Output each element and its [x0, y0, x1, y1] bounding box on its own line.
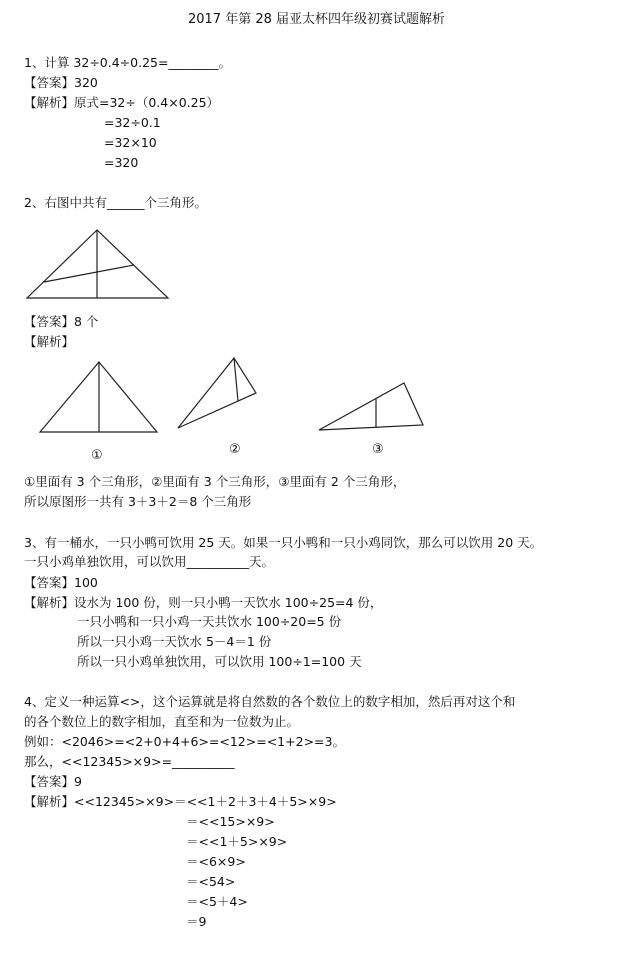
q2-answer: 【答案】8 个: [24, 314, 99, 329]
q4-step-4: ＝<54>: [186, 874, 236, 889]
q1-step-1: =32÷0.1: [104, 115, 161, 130]
q4-step-1: ＝<<15>×9>: [186, 814, 275, 829]
q1-step-2: =32×10: [104, 135, 157, 150]
q4-step-5: ＝<5＋4>: [186, 894, 248, 909]
page-title: 2017 年第 28 届亚太杯四年级初赛试题解析: [187, 12, 446, 27]
q3-step-3: 所以一只小鸡单独饮用，可以饮用 100÷1=100 天: [77, 654, 362, 669]
q4-step-6: ＝9: [186, 914, 207, 929]
q1-answer: 【答案】320: [24, 75, 98, 90]
q3-analysis: 【解析】设水为 100 份，则一只小鸭一天饮水 100÷25=4 份，: [24, 595, 383, 610]
q4-question-2: 的各个数位上的数字相加，直至和为一位数为止。: [24, 714, 300, 729]
q2-explanation-2: 所以原图形一共有 3＋3＋2＝8 个三角形: [24, 494, 252, 509]
q1-step-3: =320: [104, 155, 139, 170]
q2-question: 2、右图中共有______个三角形。: [24, 195, 207, 210]
q4-step-2: ＝<<1＋5>×9>: [186, 834, 288, 849]
q3-step-1: 一只小鸭和一只小鸡一天共饮水 100÷20=5 份: [77, 614, 342, 629]
q4-question-1: 4、定义一种运算<>，这个运算就是将自然数的各个数位上的数字相加，然后再对这个和: [24, 694, 516, 709]
q4-answer: 【答案】9: [24, 774, 82, 789]
breakdown-triangle-2: [178, 358, 256, 428]
q3-question-1: 3、有一桶水，一只小鸭可饮用 25 天。如果一只小鸭和一只小鸡同饮，那么可以饮用 20 天。: [24, 535, 543, 550]
figure-label-2: ②: [229, 442, 241, 457]
q4-analysis: 【解析】<<12345>×9>＝<<1＋2＋3＋4＋5>×9>: [24, 794, 337, 809]
q3-step-2: 所以一只小鸡一天饮水 5－4＝1 份: [77, 634, 272, 649]
q4-question-3: 例如：<2046>=<2+0+4+6>=<12>=<1+2>=3。: [24, 734, 345, 749]
q2-analysis-label: 【解析】: [24, 334, 75, 349]
q4-step-3: ＝<6×9>: [186, 854, 246, 869]
q1-question: 1、计算 32÷0.4÷0.25=________。: [24, 55, 231, 70]
q3-question-2: 一只小鸡单独饮用，可以饮用__________天。: [24, 554, 275, 569]
figure-label-3: ③: [372, 442, 384, 457]
breakdown-triangle-3: [319, 383, 423, 430]
q1-analysis: 【解析】原式=32÷（0.4×0.25）: [24, 95, 220, 110]
figure-label-1: ①: [91, 448, 103, 463]
q3-answer: 【答案】100: [24, 575, 98, 590]
q4-question-4: 那么，<<12345>×9>=__________: [24, 754, 235, 769]
q2-explanation-1: ①里面有 3 个三角形，②里面有 3 个三角形，③里面有 2 个三角形，: [24, 474, 406, 489]
